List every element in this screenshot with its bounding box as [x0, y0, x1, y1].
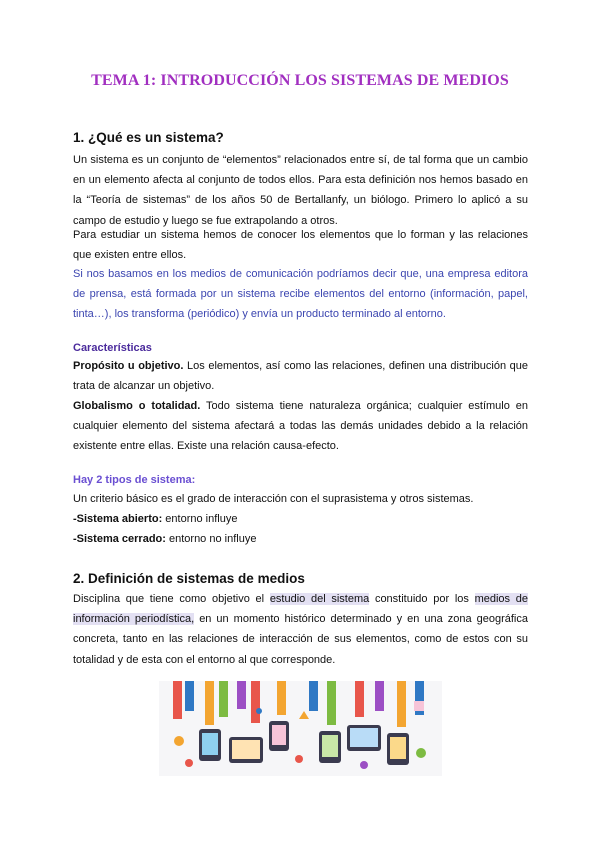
caracteristicas-heading: Características	[73, 342, 152, 354]
media-illustration	[159, 681, 442, 776]
section-1-paragraph-3	[73, 264, 528, 325]
square-icon	[414, 701, 424, 711]
dot-icon	[360, 761, 368, 769]
section-1-paragraph-2	[73, 225, 528, 265]
definition: Todo sistema tiene naturaleza orgánica; cualquier estímulo en	[200, 400, 528, 412]
text-line: tinta…), los transforma (periódico) y envía un producto terminado al entorno.	[73, 308, 446, 321]
section-1-heading: 1. ¿Qué es un sistema?	[73, 130, 224, 145]
dot-icon	[256, 708, 262, 714]
tipos-heading: Hay 2 tipos de sistema:	[73, 474, 196, 486]
term: -Sistema cerrado:	[73, 533, 166, 546]
text: Disciplina que tiene como objetivo el	[73, 593, 270, 605]
text: en un momento histórico determinado y en una zona geográfica	[194, 613, 528, 626]
tipo-cerrado	[73, 529, 528, 549]
text-line: Un sistema es un conjunto de “elementos” relacionados entre sí, de tal forma que un cambio	[73, 154, 528, 166]
text-line: que existen entre ellos.	[73, 249, 187, 262]
section-2-heading: 2. Definición de sistemas de medios	[73, 571, 305, 586]
text-line: totalidad y de esta con el entorno al que corresponde.	[73, 653, 336, 666]
text-line: campo de estudio y luego se fue extrapolando a otros.	[73, 214, 338, 227]
definition: entorno influye	[162, 513, 238, 526]
text-line	[73, 609, 528, 629]
text-line	[73, 396, 528, 416]
tipos-list	[73, 489, 528, 550]
dot-icon	[416, 748, 426, 758]
highlight: información periodística,	[73, 613, 195, 626]
document-title: TEMA 1: INTRODUCCIÓN LOS SISTEMAS DE MEDIOS	[91, 72, 509, 89]
text-line: de prensa, está formada por un sistema recibe elementos del entorno (información, papel,	[73, 288, 528, 301]
section-1-paragraph-1	[73, 150, 528, 231]
term: Globalismo o totalidad.	[73, 400, 201, 412]
text-line: Para estudiar un sistema hemos de conocer los elementos que lo forman y las relaciones	[73, 229, 528, 241]
dot-icon	[295, 755, 303, 763]
text-line: trata de alcanzar un objetivo.	[73, 380, 215, 393]
highlight: estudio del sistema	[269, 593, 370, 605]
text-line: cualquier elemento del sistema afectará a todas las demás unidades debido a la relación	[73, 420, 528, 433]
text-line: la “Teoría de sistemas” de los años 50 de Bertallanfy, un biólogo. Primero lo aplicó a su	[73, 194, 528, 207]
text-line: Si nos basamos en los medios de comunicación podríamos decir que, una empresa editora	[73, 268, 528, 280]
highlight: medios de	[474, 593, 528, 605]
text-line: existente entre ellas. Existe una relación causa-efecto.	[73, 440, 339, 453]
definition: entorno no influye	[165, 533, 257, 546]
text-line	[73, 356, 528, 376]
text-line: en un elemento afecta al conjunto de todos ellos. Para esta definición nos hemos basado en	[73, 174, 528, 187]
text: constituido por los	[369, 593, 475, 605]
caracteristicas-item-1	[73, 356, 528, 396]
term: -Sistema abierto:	[73, 513, 163, 526]
tipo-abierto	[73, 509, 528, 529]
dot-icon	[185, 759, 193, 767]
caracteristicas-item-2	[73, 396, 528, 457]
definition: Los elementos, así como las relaciones, definen una distribución que	[183, 360, 528, 372]
dot-icon	[174, 736, 184, 746]
text-line: concreta, tanto en las relaciones de interacción de sus elementos, como de estos con su	[73, 633, 528, 646]
section-2-paragraph	[73, 589, 528, 670]
term: Propósito u objetivo.	[73, 360, 184, 372]
text-line: Un criterio básico es el grado de interacción con el suprasistema y otros sistemas.	[73, 493, 474, 505]
text-line	[73, 589, 528, 609]
